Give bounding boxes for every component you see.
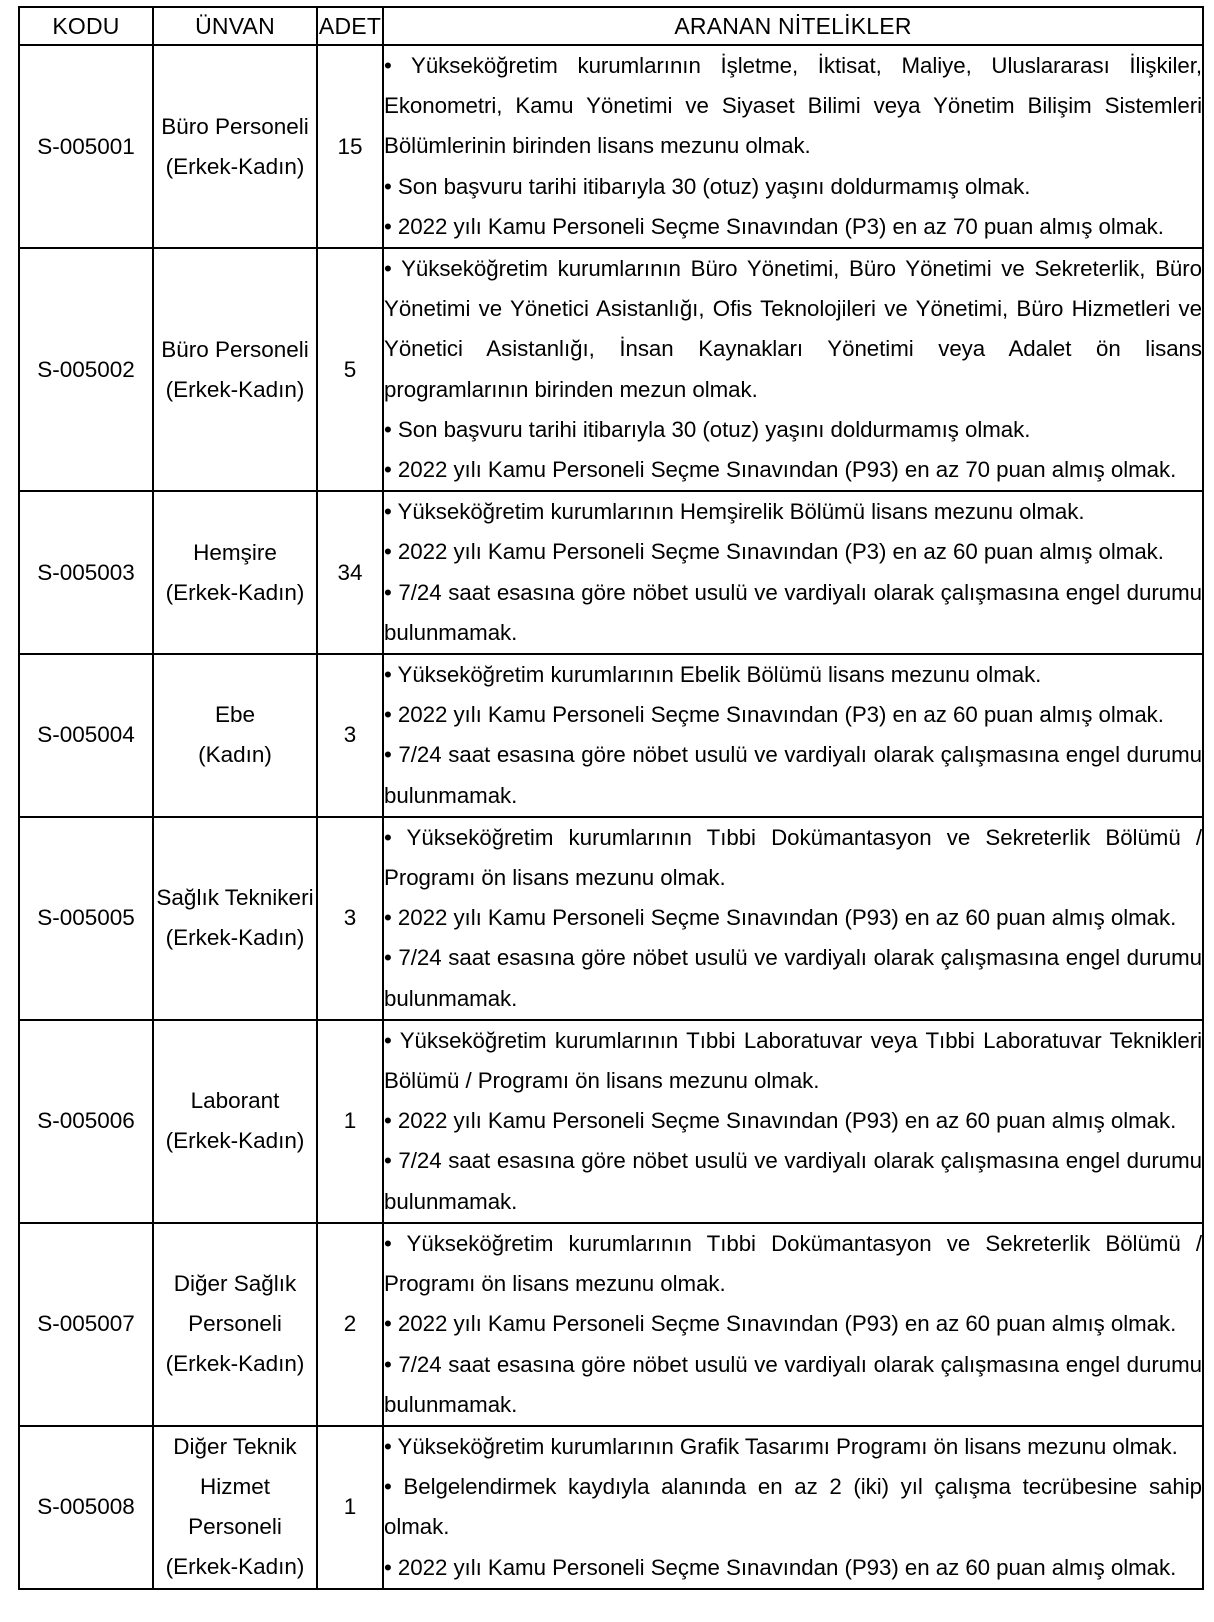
position-title-line: Diğer Teknik	[173, 1434, 297, 1460]
position-title-line: Büro Personeli	[161, 113, 309, 139]
table-row	[19, 817, 1203, 1020]
qualification-item: • 2022 yılı Kamu Personeli Seçme Sınavından (P3) en az 70 puan almış olmak.	[384, 213, 1164, 239]
qualification-item: • 7/24 saat esasına göre nöbet usulü ve vardiyalı olarak çalışmasına engel durumu bulunmamak.	[384, 579, 1202, 645]
qualification-item: • 2022 yılı Kamu Personeli Seçme Sınavından (P3) en az 60 puan almış olmak.	[384, 702, 1164, 728]
qualifications	[383, 1020, 1203, 1223]
qualifications	[383, 1223, 1203, 1426]
position-count: 1	[317, 1426, 383, 1589]
position-title-line: (Erkek-Kadın)	[165, 1554, 305, 1580]
qualification-item: • Yükseköğretim kurumlarının Hemşirelik Bölümü lisans mezunu olmak.	[384, 499, 1085, 525]
header-nitelikler: ARANAN NİTELİKLER	[383, 7, 1203, 45]
qualifications	[383, 654, 1203, 817]
position-title-line: Diğer Sağlık	[173, 1271, 297, 1297]
position-title-line: (Erkek-Kadın)	[165, 925, 305, 951]
qualification-item: • 7/24 saat esasına göre nöbet usulü ve vardiyalı olarak çalışmasına engel durumu bulunmamak.	[384, 1351, 1202, 1417]
position-count: 1	[317, 1020, 383, 1223]
position-title	[153, 491, 317, 654]
qualification-item: • Yükseköğretim kurumlarının Tıbbi Laboratuvar veya Tıbbi Laboratuvar Teknikleri Bölümü / Programı ön lisans mezunu olmak.	[384, 1027, 1202, 1094]
position-title-line: Personeli	[188, 1514, 282, 1540]
header-unvan: ÜNVAN	[153, 7, 317, 45]
qualification-item: • Yükseköğretim kurumlarının Büro Yönetimi, Büro Yönetimi ve Sekreterlik, Büro Yönetimi ve Yönetici Asistanlığı, Ofis Teknolojileri ve Yönetimi, Büro Hizmetleri ve Yönetici Asistanlığı, İnsan Kaynakları Yönetimi veya Adalet ön lisans programlarının birinden mezun olmak.	[384, 256, 1202, 402]
position-title-line: (Erkek-Kadın)	[165, 153, 305, 179]
table-row	[19, 654, 1203, 817]
position-code: S-005005	[19, 817, 153, 1020]
table-body	[19, 45, 1203, 1589]
position-count: 15	[317, 45, 383, 248]
qualification-item: • 2022 yılı Kamu Personeli Seçme Sınavından (P93) en az 70 puan almış olmak.	[384, 457, 1177, 483]
qualifications	[383, 491, 1203, 654]
qualification-item: • 2022 yılı Kamu Personeli Seçme Sınavından (P93) en az 60 puan almış olmak.	[384, 1311, 1177, 1337]
position-title-line: Personeli	[188, 1311, 282, 1337]
position-title	[153, 817, 317, 1020]
qualification-item: • 7/24 saat esasına göre nöbet usulü ve vardiyalı olarak çalışmasına engel durumu bulunmamak.	[384, 1148, 1202, 1214]
header-kod: KODU	[19, 7, 153, 45]
qualification-item: • 2022 yılı Kamu Personeli Seçme Sınavından (P93) en az 60 puan almış olmak.	[384, 905, 1177, 931]
position-title-line: Sağlık Teknikeri	[156, 885, 314, 911]
position-title	[153, 45, 317, 248]
table-row	[19, 491, 1203, 654]
position-title-line: (Erkek-Kadın)	[165, 376, 305, 402]
position-title	[153, 248, 317, 491]
qualification-item: • 7/24 saat esasına göre nöbet usulü ve vardiyalı olarak çalışmasına engel durumu bulunmamak.	[384, 742, 1202, 808]
position-code: S-005001	[19, 45, 153, 248]
header-row	[19, 7, 1203, 45]
position-title-line: Hemşire	[193, 539, 277, 565]
position-code: S-005008	[19, 1426, 153, 1589]
table-row	[19, 1426, 1203, 1589]
position-title-line: Ebe	[214, 702, 256, 728]
position-count: 5	[317, 248, 383, 491]
position-title-line: Büro Personeli	[161, 336, 309, 362]
position-title-line: (Erkek-Kadın)	[165, 1128, 305, 1154]
qualifications	[383, 45, 1203, 248]
qualification-item: • Yükseköğretim kurumlarının Tıbbi Dokümantasyon ve Sekreterlik Bölümü / Programı ön lisans mezunu olmak.	[384, 824, 1202, 891]
qualification-item: • 7/24 saat esasına göre nöbet usulü ve vardiyalı olarak çalışmasına engel durumu bulunmamak.	[384, 945, 1202, 1011]
position-title-line: (Erkek-Kadın)	[165, 1351, 305, 1377]
position-count: 34	[317, 491, 383, 654]
position-code: S-005004	[19, 654, 153, 817]
qualification-item: • Yükseköğretim kurumlarının Grafik Tasarımı Programı ön lisans mezunu olmak.	[384, 1433, 1178, 1459]
position-title-line: Hizmet	[199, 1474, 270, 1500]
position-title	[153, 1426, 317, 1589]
qualification-item: • Belgelendirmek kaydıyla alanında en az 2 (iki) yıl çalışma tecrübesine sahip olmak.	[384, 1474, 1202, 1540]
position-title-line: Laborant	[190, 1088, 280, 1114]
qualifications	[383, 817, 1203, 1020]
table-row	[19, 1223, 1203, 1426]
position-count: 2	[317, 1223, 383, 1426]
table-row	[19, 45, 1203, 248]
qualification-item: • Son başvuru tarihi itibarıyla 30 (otuz) yaşını doldurmamış olmak.	[384, 173, 1031, 199]
table-row	[19, 248, 1203, 491]
position-title-line: (Kadın)	[198, 742, 272, 768]
table-row	[19, 1020, 1203, 1223]
position-code: S-005006	[19, 1020, 153, 1223]
position-code: S-005003	[19, 491, 153, 654]
qualification-item: • Yükseköğretim kurumlarının Tıbbi Dokümantasyon ve Sekreterlik Bölümü / Programı ön lisans mezunu olmak.	[384, 1230, 1202, 1297]
qualifications	[383, 248, 1203, 491]
position-title-line: (Erkek-Kadın)	[165, 579, 305, 605]
position-title	[153, 1020, 317, 1223]
qualification-item: • 2022 yılı Kamu Personeli Seçme Sınavından (P93) en az 60 puan almış olmak.	[384, 1554, 1177, 1580]
qualifications	[383, 1426, 1203, 1589]
qualification-item: • Yükseköğretim kurumlarının İşletme, İktisat, Maliye, Uluslararası İlişkiler, Ekonometri, Kamu Yönetimi ve Siyaset Bilimi veya Yönetim Bilişim Sistemleri Bölümlerinin birinden lisans mezunu olmak.	[384, 53, 1202, 159]
qualification-item: • 2022 yılı Kamu Personeli Seçme Sınavından (P3) en az 60 puan almış olmak.	[384, 539, 1164, 565]
positions-table	[18, 6, 1204, 1590]
position-count: 3	[317, 654, 383, 817]
header-adet: ADET	[317, 7, 383, 45]
position-title	[153, 1223, 317, 1426]
qualification-item: • Son başvuru tarihi itibarıyla 30 (otuz) yaşını doldurmamış olmak.	[384, 416, 1031, 442]
position-code: S-005007	[19, 1223, 153, 1426]
position-count: 3	[317, 817, 383, 1020]
position-code: S-005002	[19, 248, 153, 491]
position-title	[153, 654, 317, 817]
qualification-item: • 2022 yılı Kamu Personeli Seçme Sınavından (P93) en az 60 puan almış olmak.	[384, 1108, 1177, 1134]
qualification-item: • Yükseköğretim kurumlarının Ebelik Bölümü lisans mezunu olmak.	[384, 662, 1042, 688]
